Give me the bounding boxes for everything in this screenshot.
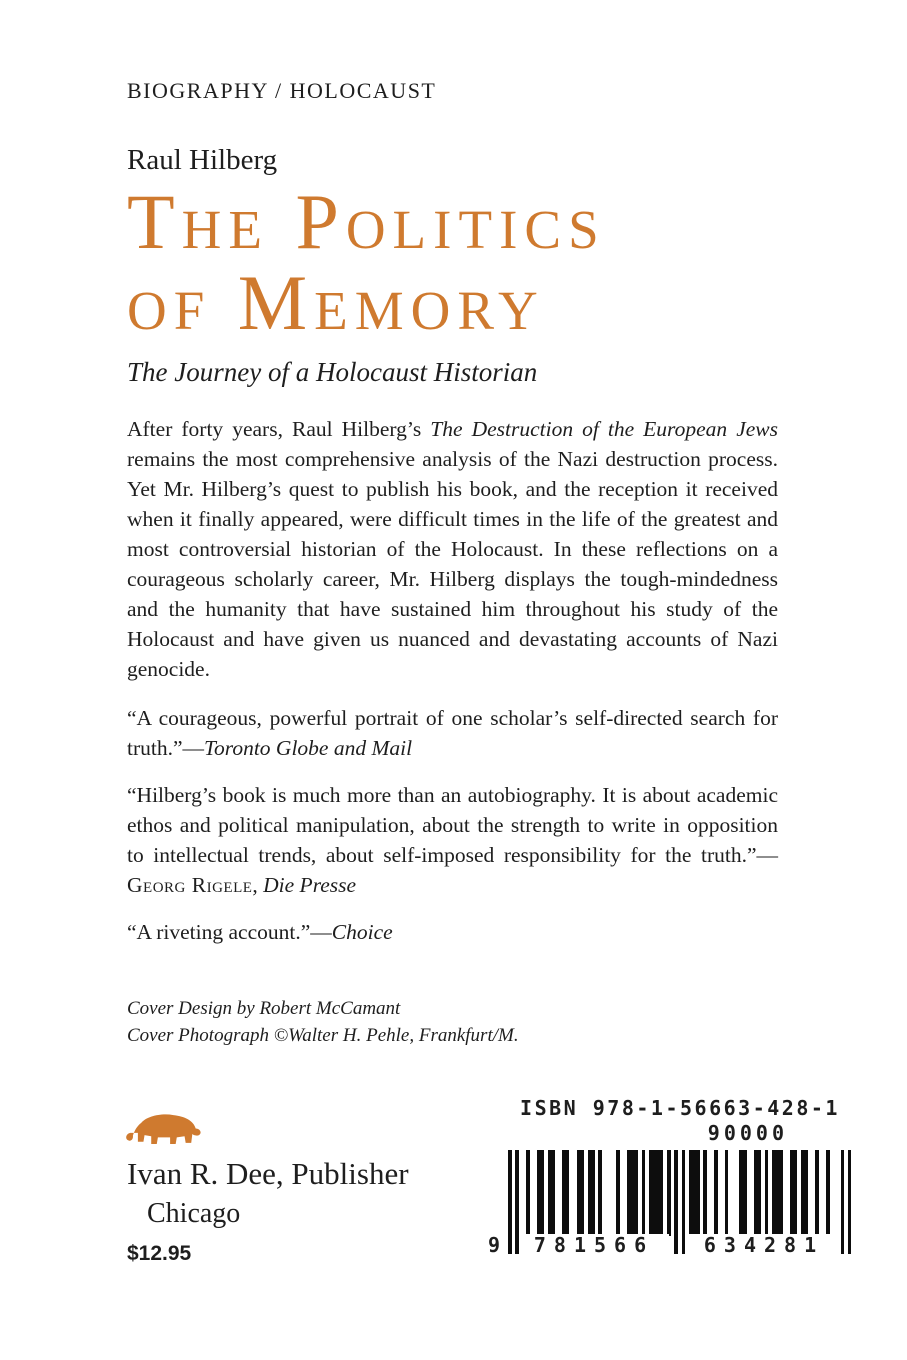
category-heading: BIOGRAPHY / HOLOCAUST: [127, 78, 437, 103]
book-subtitle: The Journey of a Holocaust Historian: [127, 357, 538, 388]
referenced-book-title: The Destruction of the European Jews: [430, 417, 778, 442]
review-quote-2-source: Die Presse: [263, 873, 357, 898]
review-quote-3: [127, 917, 778, 947]
review-quote-2-separator: ,: [252, 873, 264, 898]
barcode-bars: [487, 1150, 852, 1257]
barcode-digit-prefix: 9: [487, 1233, 501, 1257]
barcode-block: [486, 1096, 874, 1257]
cover-photo-credit: Cover Photograph ©Walter H. Pehle, Frankfurt/M.: [127, 1025, 519, 1047]
publisher-elephant-icon: [122, 1104, 206, 1154]
isbn-text: ISBN 978-1-56663-428-1: [520, 1096, 840, 1120]
book-title-line2: of Memory: [127, 259, 545, 347]
publisher-name: Ivan R. Dee, Publisher: [127, 1156, 409, 1191]
barcode-digits-left: 781566: [519, 1234, 669, 1256]
book-title-line1: The Politics: [127, 178, 606, 265]
review-quote-1-source: Toronto Globe and Mail: [204, 736, 413, 761]
barcode-digits-right: 634281: [689, 1234, 839, 1256]
review-quote-1-text: “A courageous, powerful portrait of one scholar’s self-directed search for truth.”—: [127, 706, 778, 761]
description-text: After forty years, Raul Hilberg’s: [127, 417, 431, 442]
review-quote-1: [127, 703, 778, 763]
cover-footer: [0, 1090, 907, 1360]
review-quote-2: [127, 780, 778, 900]
author-name: Raul Hilberg: [127, 144, 278, 176]
price-label: $12.95: [127, 1242, 192, 1265]
review-quote-2-reviewer: Georg Rigele: [127, 873, 253, 898]
review-quote-2-text: “Hilberg’s book is much more than an autobiography. It is about academic ethos and political manipulation, about the strength to write in opposition to intellectual trends, about self-imposed responsibility for the truth.”—: [127, 783, 778, 868]
book-title: [127, 178, 778, 347]
review-quote-3-text: “A riveting account.”—: [127, 920, 332, 945]
cover-design-credit: Cover Design by Robert McCamant: [127, 998, 401, 1020]
credits-block: [127, 995, 778, 1049]
barcode-addon-code: 90000: [707, 1121, 788, 1145]
description-paragraph: [127, 414, 778, 684]
publisher-city: Chicago: [147, 1198, 241, 1229]
review-quote-3-source: Choice: [331, 920, 393, 945]
description-text-cont: remains the most comprehensive analysis of the Nazi destruction process. Yet Mr. Hilberg’s quest to publish his book, and the reception it received when it finally appeared, were difficult times in the life of the greatest and most controversial historian of the Holocaust. In these reflections on a courageous scholarly career, Mr. Hilberg displays the tough-mindedness and the humanity that have sustained him throughout his study of the Holocaust and have given us nuanced and devastating accounts of Nazi genocide.: [127, 447, 778, 682]
